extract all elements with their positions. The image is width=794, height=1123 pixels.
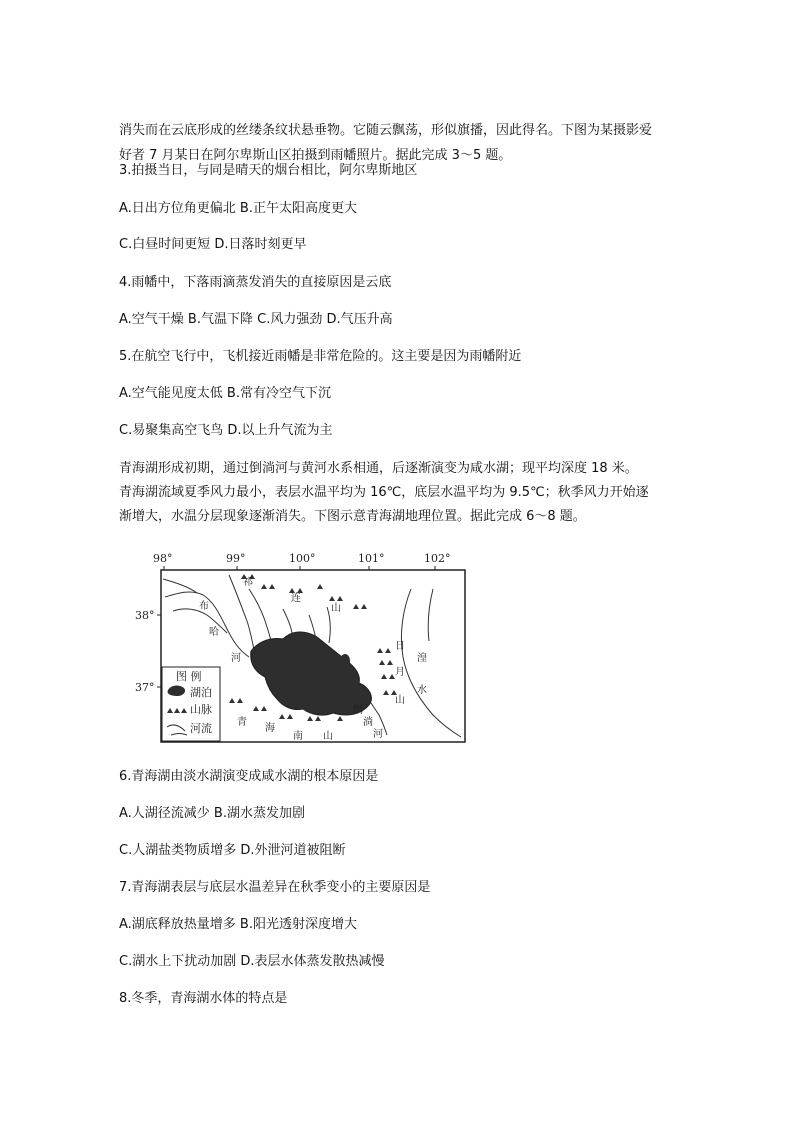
longitude-label-100: 100° [289,552,316,565]
label-ha: 哈 [209,627,219,638]
question-7-stem: 7.青海湖表层与底层水温差异在秋季变小的主要原因是 [119,880,431,895]
qinghai-lake-map [133,549,468,746]
latitude-label-37: 37° [135,681,155,694]
label-tang: 淌 [363,717,373,728]
label-hai: 海 [265,723,275,734]
legend-mountain-symbol [167,708,187,713]
legend-river-label: 河流 [190,722,212,735]
map-legend [162,667,220,741]
longitude-label-101: 101° [358,552,385,565]
small-lake-3 [357,685,365,693]
label-shan-north: 山 [331,603,341,614]
label-huang: 湟 [417,653,427,664]
label-qing: 青 [237,717,247,728]
question-5-options-ab: A.空气能见度太低 B.常有冷空气下沉 [119,386,331,401]
legend-mountain-label: 山脉 [190,703,212,716]
label-yue: 月 [395,667,405,678]
intro-paragraph-2-line-2: 青海湖流域夏季风力最小，表层水温平均为 16℃，底层水温平均为 9.5℃；秋季风力开始逐 [119,485,649,500]
intro-paragraph-2-line-3: 渐增大，水温分层现象逐渐消失。下图示意青海湖地理位置。据此完成 6～8 题。 [119,509,586,524]
question-5-options-cd: C.易聚集高空飞鸟 D.以上升气流为主 [119,423,333,438]
question-5-stem: 5.在航空飞行中，飞机接近雨幡是非常危险的。这主要是因为雨幡附近 [119,349,522,364]
label-nan: 南 [293,731,303,742]
legend-lake-label: 湖泊 [190,686,212,699]
label-he-buha: 河 [231,653,241,664]
label-lian: 连 [291,593,301,604]
legend-title: 图 例 [176,670,202,683]
label-bu: 布 [199,601,209,612]
longitude-label-99: 99° [226,552,246,565]
question-3-options-ab: A.日出方位角更偏北 B.正午太阳高度更大 [119,201,357,216]
question-6-stem: 6.青海湖由淡水湖演变成咸水湖的根本原因是 [119,769,379,784]
label-qi: 祁 [243,577,253,588]
longitude-label-102: 102° [424,552,451,565]
question-7-options-ab: A.湖底释放热量增多 B.阳光透射深度增大 [119,917,357,932]
label-shan-south: 山 [323,731,333,742]
intro-paragraph-1-line-2: 好者 7 月某日在阿尔卑斯山区拍摄到雨幡照片。据此完成 3～5 题。 [119,148,512,163]
question-8-stem: 8.冬季，青海湖水体的特点是 [119,991,288,1006]
question-4-stem: 4.雨幡中，下落雨滴蒸发消失的直接原因是云底 [119,275,392,290]
question-6-options-ab: A.人湖径流减少 B.湖水蒸发加剧 [119,806,305,821]
question-3-stem: 3.拍摄当日，与同是晴天的烟台相比，阿尔卑斯地区 [119,163,418,178]
question-6-options-cd: C.人湖盐类物质增多 D.外泄河道被阻断 [119,843,346,858]
label-shan-riyue: 山 [395,695,405,706]
longitude-label-98: 98° [153,552,173,565]
label-he-daotang: 河 [373,729,383,740]
question-3-options-cd: C.白昼时间更短 D.日落时刻更早 [119,237,307,252]
latitude-label-38: 38° [135,609,155,622]
small-lake-2 [317,642,325,648]
label-shui: 水 [417,685,427,696]
label-dao: 倒 [353,705,363,716]
label-ri: 日 [395,641,405,652]
longitude-labels [153,552,451,565]
question-4-options: A.空气干燥 B.气温下降 C.风力强劲 D.气压升高 [119,312,393,327]
intro-paragraph-1-line-1: 消失而在云底形成的丝缕条纹状悬垂物。它随云飘荡，形似旗播，因此得名。下图为某摄影爱 [119,123,653,138]
intro-paragraph-2-line-1: 青海湖形成初期，通过倒淌河与黄河水系相通，后逐渐演变为咸水湖；现平均深度 18 米。 [119,461,638,476]
question-7-options-cd: C.湖水上下扰动加剧 D.表层水体蒸发散热减慢 [119,954,385,969]
latitude-labels [135,609,155,694]
small-lake-1 [340,654,350,668]
map-svg [133,549,468,746]
